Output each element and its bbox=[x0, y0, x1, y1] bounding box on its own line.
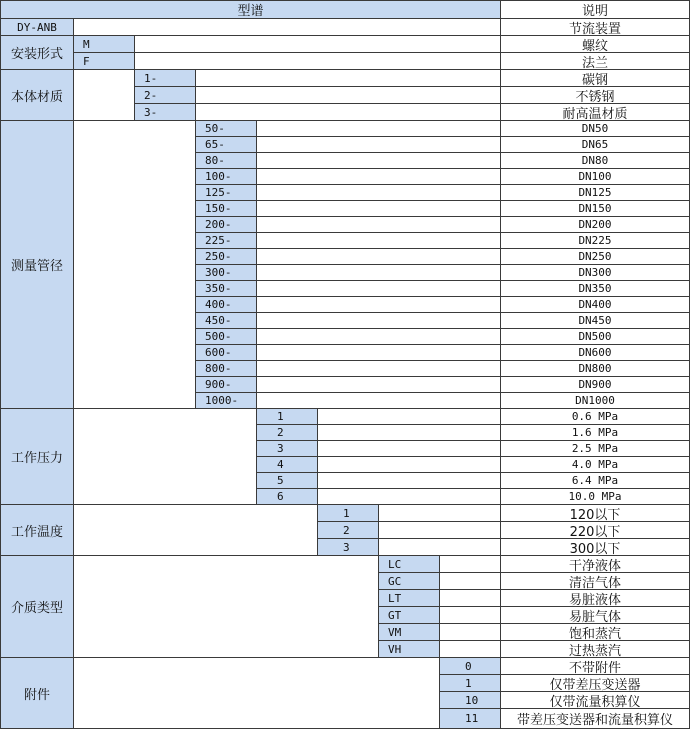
pressure-row-blank bbox=[318, 473, 501, 489]
pressure-description: 4.0 MPa bbox=[501, 457, 690, 473]
temperature-code: 3 bbox=[318, 539, 379, 556]
temperature-description: 220以下 bbox=[501, 522, 690, 539]
temperature-code: 1 bbox=[318, 505, 379, 522]
install-code: F bbox=[74, 53, 135, 70]
pressure-description: 6.4 MPa bbox=[501, 473, 690, 489]
temperature-blank-area bbox=[74, 505, 318, 556]
install-description: 螺纹 bbox=[501, 36, 690, 53]
model-code-blank bbox=[74, 19, 501, 36]
temperature-description: 120以下 bbox=[501, 505, 690, 522]
material-code: 1- bbox=[135, 70, 196, 87]
pressure-row-blank bbox=[318, 409, 501, 425]
diameter-row-blank bbox=[257, 153, 501, 169]
pressure-description: 1.6 MPa bbox=[501, 425, 690, 441]
install-code: M bbox=[74, 36, 135, 53]
diameter-row-blank bbox=[257, 169, 501, 185]
medium-row-blank bbox=[440, 641, 501, 658]
temperature-row-blank bbox=[379, 539, 501, 556]
medium-row-blank bbox=[440, 573, 501, 590]
diameter-code: 800- bbox=[196, 361, 257, 377]
material-code: 2- bbox=[135, 87, 196, 104]
diameter-code: 300- bbox=[196, 265, 257, 281]
medium-row-blank bbox=[440, 556, 501, 573]
diameter-description: DN125 bbox=[501, 185, 690, 201]
pressure-row-blank bbox=[318, 489, 501, 505]
diameter-code: 125- bbox=[196, 185, 257, 201]
temperature-description: 300以下 bbox=[501, 539, 690, 556]
pressure-code: 4 bbox=[257, 457, 318, 473]
diameter-row-blank bbox=[257, 377, 501, 393]
diameter-row-blank bbox=[257, 201, 501, 217]
diameter-row-blank bbox=[257, 121, 501, 137]
medium-description: 易脏气体 bbox=[501, 607, 690, 624]
accessory-description: 仅带流量积算仪 bbox=[501, 692, 690, 709]
diameter-code: 450- bbox=[196, 313, 257, 329]
material-code: 3- bbox=[135, 104, 196, 121]
diameter-code: 80- bbox=[196, 153, 257, 169]
diameter-row-blank bbox=[257, 233, 501, 249]
diameter-description: DN400 bbox=[501, 297, 690, 313]
pressure-code: 5 bbox=[257, 473, 318, 489]
diameter-description: DN80 bbox=[501, 153, 690, 169]
diameter-row-blank bbox=[257, 345, 501, 361]
material-label: 本体材质 bbox=[1, 70, 74, 121]
material-row-blank bbox=[196, 70, 501, 87]
accessory-code: 11 bbox=[440, 709, 501, 729]
pressure-label: 工作压力 bbox=[1, 409, 74, 505]
diameter-row-blank bbox=[257, 313, 501, 329]
diameter-row-blank bbox=[257, 137, 501, 153]
pressure-code: 2 bbox=[257, 425, 318, 441]
diameter-code: 100- bbox=[196, 169, 257, 185]
diameter-description: DN900 bbox=[501, 377, 690, 393]
material-description: 耐高温材质 bbox=[501, 104, 690, 121]
medium-label: 介质类型 bbox=[1, 556, 74, 658]
diameter-row-blank bbox=[257, 249, 501, 265]
spectrum-header: 型谱 bbox=[1, 1, 501, 19]
diameter-code: 50- bbox=[196, 121, 257, 137]
temperature-row-blank bbox=[379, 522, 501, 539]
diameter-code: 225- bbox=[196, 233, 257, 249]
diameter-code: 350- bbox=[196, 281, 257, 297]
medium-code: VH bbox=[379, 641, 440, 658]
diameter-code: 1000- bbox=[196, 393, 257, 409]
diameter-description: DN450 bbox=[501, 313, 690, 329]
accessory-description: 不带附件 bbox=[501, 658, 690, 675]
pressure-row-blank bbox=[318, 457, 501, 473]
diameter-description: DN250 bbox=[501, 249, 690, 265]
medium-description: 干净液体 bbox=[501, 556, 690, 573]
diameter-blank-area bbox=[74, 121, 196, 409]
diameter-code: 65- bbox=[196, 137, 257, 153]
diameter-description: DN300 bbox=[501, 265, 690, 281]
accessory-code: 0 bbox=[440, 658, 501, 675]
medium-description: 过热蒸汽 bbox=[501, 641, 690, 658]
accessory-description: 带差压变送器和流量积算仪 bbox=[501, 709, 690, 729]
diameter-row-blank bbox=[257, 185, 501, 201]
medium-code: LC bbox=[379, 556, 440, 573]
medium-row-blank bbox=[440, 624, 501, 641]
diameter-description: DN50 bbox=[501, 121, 690, 137]
material-description: 不锈钢 bbox=[501, 87, 690, 104]
material-description: 碳钢 bbox=[501, 70, 690, 87]
diameter-description: DN600 bbox=[501, 345, 690, 361]
pressure-row-blank bbox=[318, 425, 501, 441]
model-code: DY-ANB bbox=[1, 19, 74, 36]
medium-blank-area bbox=[74, 556, 379, 658]
diameter-description: DN800 bbox=[501, 361, 690, 377]
medium-code: GT bbox=[379, 607, 440, 624]
diameter-row-blank bbox=[257, 265, 501, 281]
install-description: 法兰 bbox=[501, 53, 690, 70]
diameter-row-blank bbox=[257, 217, 501, 233]
material-row-blank bbox=[196, 87, 501, 104]
install-row-blank bbox=[135, 36, 501, 53]
model-description: 节流装置 bbox=[501, 19, 690, 36]
diameter-code: 500- bbox=[196, 329, 257, 345]
pressure-description: 10.0 MPa bbox=[501, 489, 690, 505]
diameter-row-blank bbox=[257, 297, 501, 313]
install-label: 安装形式 bbox=[1, 36, 74, 70]
diameter-row-blank bbox=[257, 281, 501, 297]
diameter-code: 400- bbox=[196, 297, 257, 313]
pressure-code: 1 bbox=[257, 409, 318, 425]
diameter-description: DN225 bbox=[501, 233, 690, 249]
pressure-description: 2.5 MPa bbox=[501, 441, 690, 457]
diameter-description: DN200 bbox=[501, 217, 690, 233]
diameter-code: 250- bbox=[196, 249, 257, 265]
diameter-code: 600- bbox=[196, 345, 257, 361]
medium-description: 清洁气体 bbox=[501, 573, 690, 590]
install-row-blank bbox=[135, 53, 501, 70]
medium-row-blank bbox=[440, 607, 501, 624]
diameter-description: DN150 bbox=[501, 201, 690, 217]
diameter-description: DN500 bbox=[501, 329, 690, 345]
pressure-code: 6 bbox=[257, 489, 318, 505]
accessory-label: 附件 bbox=[1, 658, 74, 729]
diameter-description: DN350 bbox=[501, 281, 690, 297]
diameter-row-blank bbox=[257, 361, 501, 377]
material-blank-area bbox=[74, 70, 135, 121]
accessory-blank-area bbox=[74, 658, 440, 729]
medium-code: VM bbox=[379, 624, 440, 641]
material-row-blank bbox=[196, 104, 501, 121]
medium-description: 易脏液体 bbox=[501, 590, 690, 607]
diameter-row-blank bbox=[257, 393, 501, 409]
medium-code: LT bbox=[379, 590, 440, 607]
diameter-row-blank bbox=[257, 329, 501, 345]
accessory-code: 10 bbox=[440, 692, 501, 709]
accessory-description: 仅带差压变送器 bbox=[501, 675, 690, 692]
description-header: 说明 bbox=[501, 1, 690, 19]
diameter-description: DN1000 bbox=[501, 393, 690, 409]
medium-code: GC bbox=[379, 573, 440, 590]
temperature-row-blank bbox=[379, 505, 501, 522]
accessory-code: 1 bbox=[440, 675, 501, 692]
pressure-blank-area bbox=[74, 409, 257, 505]
diameter-code: 900- bbox=[196, 377, 257, 393]
pressure-code: 3 bbox=[257, 441, 318, 457]
diameter-label: 测量管径 bbox=[1, 121, 74, 409]
pressure-description: 0.6 MPa bbox=[501, 409, 690, 425]
diameter-description: DN65 bbox=[501, 137, 690, 153]
temperature-code: 2 bbox=[318, 522, 379, 539]
medium-description: 饱和蒸汽 bbox=[501, 624, 690, 641]
diameter-description: DN100 bbox=[501, 169, 690, 185]
pressure-row-blank bbox=[318, 441, 501, 457]
temperature-label: 工作温度 bbox=[1, 505, 74, 556]
medium-row-blank bbox=[440, 590, 501, 607]
diameter-code: 150- bbox=[196, 201, 257, 217]
diameter-code: 200- bbox=[196, 217, 257, 233]
